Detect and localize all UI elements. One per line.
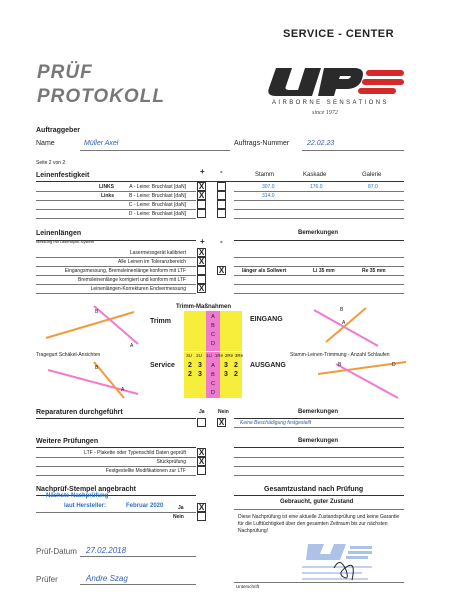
line-label: B - Leine: Bruchlast [daN]: [129, 193, 186, 199]
check-label: Alle Leinen im Toleranzbereich: [117, 259, 186, 265]
bemerkungen-header: Bemerkungen: [298, 230, 339, 236]
naechste-label: Nächste Nachprüfung: [46, 493, 109, 499]
trimm-label: Trimm: [150, 318, 172, 325]
ja-checkbox[interactable]: X: [198, 503, 205, 512]
minus-checkbox[interactable]: [217, 191, 226, 200]
leinenfestigkeit-heading: Leinenfestigkeit: [36, 172, 90, 179]
zustand-text: Diese Nachprüfung ist eine aktuelle Zustandsprüfung und keine Garantie für die Lufttüchtigkeit über den gesamten Zeitraum bis zur nächsten Nachprüfung!: [238, 514, 400, 534]
laut-hersteller-label: laut Hersteller:: [64, 503, 107, 509]
riser-line-pink: [314, 310, 378, 346]
col-kaskade: Kaskade: [303, 172, 327, 178]
remark-links: Li 35 mm: [313, 268, 335, 274]
unterschrift-label: Unterschrift: [236, 584, 260, 589]
diag-label: B: [340, 307, 344, 313]
seite-label: Seite 2 von 2: [36, 160, 66, 166]
service-col-header: 2U: [196, 353, 202, 358]
plus-checkbox[interactable]: [197, 209, 206, 218]
diag-label: B: [95, 365, 99, 371]
check-label: Eingangsmessung, Bremsleinenlänge konform mit LTF: [64, 268, 186, 274]
service-letter: A: [211, 363, 215, 369]
service-col-header: 2Re: [224, 353, 234, 358]
galerie-value: 87.0: [368, 184, 378, 190]
trimm-letter: C: [211, 332, 215, 338]
row-prefix: LINKS: [99, 184, 114, 190]
service-col-header: 3Re: [234, 353, 244, 358]
bemerkungen-header: Bemerkungen: [298, 409, 339, 415]
plus-checkbox[interactable]: [197, 200, 206, 209]
ausgang-label: AUSGANG: [250, 362, 286, 369]
riser-line-pink-2: [336, 364, 398, 398]
remark-laenger: länger als Sollwert: [242, 268, 287, 274]
leinenlaengen-heading: Leinenlängen: [36, 230, 82, 237]
name-value: Müller Axel: [84, 140, 119, 147]
logo-tagline: AIRBORNE SENSATIONS: [272, 100, 389, 106]
col-galerie: Galerie: [362, 172, 382, 178]
plus-checkbox[interactable]: X: [198, 257, 205, 266]
check-label: Lasermessgerät kalibriert: [129, 250, 186, 256]
plus-checkbox[interactable]: [197, 466, 206, 475]
col-stamm: Stamm: [255, 172, 275, 178]
plus-header: +: [200, 167, 205, 176]
check-label: Bremsleinenlänge korrigiert und konform mit LTF: [77, 277, 186, 283]
weitere-heading: Weitere Prüfungen: [36, 438, 99, 445]
riser-line-orange-2: [94, 362, 124, 398]
title-pruef: PRÜF: [37, 62, 93, 83]
service-value: 3: [198, 371, 202, 378]
service-value: 2: [234, 371, 238, 378]
trimm-letter: A: [211, 314, 215, 320]
service-value: 3: [198, 362, 202, 369]
plus-checkbox[interactable]: X: [198, 248, 205, 257]
stempel-heading: Nachprüf-Stempel angebracht: [36, 486, 136, 493]
ja-label: Ja: [178, 505, 184, 511]
logo-since: since 1972: [312, 110, 338, 116]
row-prefix: Links: [100, 193, 114, 199]
check-label: Stückprüfung: [156, 459, 186, 465]
check-label: LTF - Plakette oder Typenschild Daten geprüft: [84, 450, 186, 456]
service-stamp: [300, 536, 380, 586]
plus-checkbox[interactable]: [197, 266, 206, 275]
zustand-heading: Gesamtzustand nach Prüfung: [264, 486, 364, 493]
bemerkungen-header: Bemerkungen: [298, 438, 339, 444]
up-logo-mark: [262, 62, 422, 102]
riser-line-pink: [94, 306, 138, 344]
nein-checkbox[interactable]: X: [218, 418, 225, 427]
riser-diagram-left: [34, 300, 144, 400]
diag-label: B: [338, 362, 342, 368]
line-label: A - Leine: Bruchlast [daN]: [129, 184, 186, 190]
zustand-value: Gebraucht, guter Zustand: [280, 499, 354, 505]
service-col-header: 1Li: [205, 353, 212, 358]
check-label: Leinenlängen-Korrekturen Endvermessung: [90, 286, 186, 292]
service-label: Service: [150, 362, 175, 369]
service-col-header: 1Re: [214, 353, 224, 358]
auftrags-nummer-value: 22.02.23: [307, 140, 335, 147]
plus-checkbox[interactable]: X: [198, 284, 205, 293]
service-letter: D: [211, 390, 215, 396]
minus-checkbox[interactable]: X: [218, 266, 225, 275]
stamm-value: 307.0: [262, 184, 275, 190]
service-value: 2: [188, 362, 192, 369]
diag-label: A: [121, 387, 125, 393]
auftraggeber-heading: Auftraggeber: [36, 127, 80, 134]
diag-label: A: [130, 343, 134, 349]
pruefer-value: Andre Szag: [86, 574, 128, 583]
trimm-letter: D: [211, 341, 215, 347]
eingang-label: EINGANG: [250, 316, 283, 323]
check-label: Festgestellte Modifikationen zur LTF: [105, 468, 186, 474]
service-value: 3: [224, 371, 228, 378]
trimm-yellow-right: [220, 311, 242, 351]
stamm-trimmung-label: Stamm-Leinen-Trimmung - Anzahl Schlaufen: [290, 352, 390, 358]
diag-label: B: [95, 309, 99, 315]
pruef-datum-value: 27.02.2018: [86, 546, 127, 555]
diag-label: D: [392, 362, 396, 368]
line-label: D - Leine: Bruchlast [daN]: [128, 211, 186, 217]
minus-checkbox[interactable]: [217, 209, 226, 218]
nein-label: Nein: [173, 514, 184, 520]
service-letter: C: [211, 381, 215, 387]
remark-rechts: Re 35 mm: [362, 268, 386, 274]
plus-checkbox[interactable]: [197, 275, 206, 284]
pruefer-label: Prüfer: [36, 575, 58, 584]
nein-checkbox[interactable]: [197, 512, 206, 521]
minus-header: -: [220, 237, 223, 246]
trimm-letter: B: [211, 323, 215, 329]
riser-line-orange: [46, 312, 134, 338]
minus-checkbox[interactable]: [217, 182, 226, 191]
minus-checkbox[interactable]: [217, 200, 226, 209]
reparatur-remark: Keine Beschädigung festgestellt: [240, 420, 312, 426]
diag-label: A: [342, 320, 346, 326]
pruef-datum-label: Prüf-Datum: [36, 547, 77, 556]
minus-header: -: [220, 167, 223, 176]
service-letter: B: [211, 372, 215, 378]
plus-checkbox[interactable]: X: [198, 191, 205, 200]
trimm-yellow-left: [184, 311, 206, 351]
line-label: C - Leine: Bruchlast [daN]: [128, 202, 186, 208]
up-logo: [262, 62, 422, 122]
ja-checkbox[interactable]: [197, 418, 206, 427]
tragegurt-label: Tragegurt Schäkel-Ansichten: [36, 352, 101, 358]
service-col-header: 3U: [186, 353, 192, 358]
naechste-datum: Februar 2020: [126, 503, 164, 509]
name-label: Name: [36, 140, 55, 147]
plus-checkbox[interactable]: X: [198, 182, 205, 191]
service-value: 3: [224, 362, 228, 369]
ja-label: Ja: [199, 409, 205, 415]
reparaturen-heading: Reparaturen durchgeführt: [36, 409, 123, 416]
nein-label: Nein: [218, 409, 229, 415]
auftrags-nummer-label: Auftrags-Nummer: [234, 140, 290, 147]
leinenlaengen-sub: Messung mit Lasertoptik-System: [36, 239, 95, 244]
service-value: 2: [188, 371, 192, 378]
title-protokoll: PROTOKOLL: [37, 86, 165, 107]
riser-diagram-right: [306, 300, 416, 400]
stamm-value: 314.0: [262, 193, 275, 199]
riser-line-pink-2: [48, 370, 138, 394]
plus-checkbox[interactable]: X: [198, 448, 205, 457]
plus-header: +: [200, 237, 205, 246]
service-center-title: SERVICE - CENTER: [283, 28, 395, 40]
kaskade-value: 176.0: [310, 184, 323, 190]
plus-checkbox[interactable]: X: [198, 457, 205, 466]
service-value: 2: [234, 362, 238, 369]
trimm-heading: Trimm-Maßnahmen: [176, 304, 232, 310]
